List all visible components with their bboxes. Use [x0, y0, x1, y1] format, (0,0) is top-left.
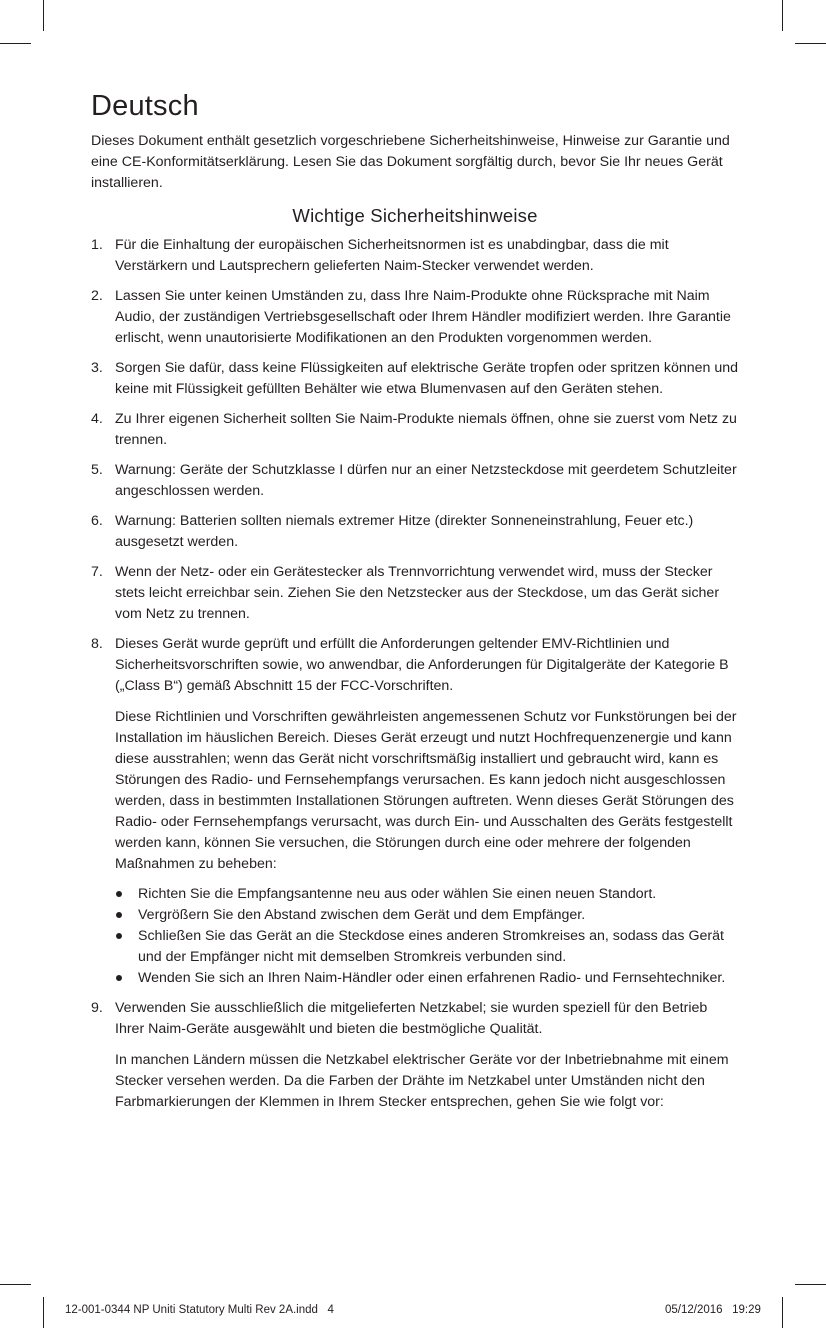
- document-body: [91, 84, 739, 1122]
- section-title: Wichtige Sicherheitshinweise: [292, 205, 538, 226]
- list-item: [91, 511, 739, 553]
- list-item: [91, 562, 739, 625]
- item-text: Warnung: Geräte der Schutzklasse I dürfen nur an einer Netzsteckdose mit geerdetem Schutzleiter angeschlossen werden.: [115, 462, 737, 499]
- list-item: [91, 998, 739, 1113]
- item-text: Für die Einhaltung der europäischen Sicherheitsnormen ist es unabdingbar, dass die mit Verstärkern und Lautsprechern gelieferten Naim-Stecker verwendet werden.: [115, 237, 669, 274]
- slug-date-time: 05/12/2016 19:29: [665, 1304, 761, 1316]
- bullet-icon: [116, 975, 122, 981]
- crop-mark: [795, 1284, 826, 1285]
- crop-mark: [0, 43, 31, 44]
- item-number: 6.: [91, 513, 103, 529]
- bullet-text: Schließen Sie das Gerät an die Steckdose eines anderen Stromkreises an, sodass das Gerät und der Empfänger nicht mit demselben Stromkreis verbunden sind.: [138, 928, 724, 965]
- bullet-icon: [116, 933, 122, 939]
- bullet-item: [115, 968, 739, 989]
- item-number: 4.: [91, 411, 103, 427]
- item-text: Warnung: Batterien sollten niemals extremer Hitze (direkter Sonneneinstrahlung, Feuer etc.) ausgesetzt werden.: [115, 513, 694, 550]
- item-paragraph: Diese Richtlinien und Vorschriften gewährleisten angemessenen Schutz vor Funkstörungen bei der Installation im häuslichen Bereich. Dieses Gerät erzeugt und nutzt Hochfrequenzenergie und kann diese ausstrahlen; wenn das Gerät nicht vorschriftsmäßig installiert und gebraucht wird, kann es Störungen des Radio- und Fernsehempfangs verursachen. Es kann jedoch nicht ausgeschlossen werden, dass in bestimmten Installationen Störungen auftreten. Wenn dieses Gerät Störungen des Radio- oder Fernsehempfangs verursacht, was durch Ein- und Ausschalten des Geräts festgestellt werden kann, können Sie versuchen, die Störungen durch eine oder mehrere der folgenden Maßnahmen zu beheben:: [115, 709, 737, 872]
- bullet-icon: [116, 891, 122, 897]
- item-number: 5.: [91, 462, 103, 478]
- item-number: 8.: [91, 636, 103, 652]
- crop-mark: [43, 1297, 44, 1328]
- item-text: Zu Ihrer eigenen Sicherheit sollten Sie Naim-Produkte niemals öffnen, ohne sie zuerst vom Netz zu trennen.: [115, 411, 737, 448]
- item-number: 7.: [91, 564, 103, 580]
- item-number: 2.: [91, 288, 103, 304]
- item-number: 1.: [91, 237, 103, 253]
- item-text: Sorgen Sie dafür, dass keine Flüssigkeiten auf elektrische Geräte tropfen oder spritzen können und keine mit Flüssigkeit gefüllten Behälter wie etwa Blumenvasen auf den Geräten stehen.: [115, 360, 739, 397]
- bullet-item: [115, 884, 739, 905]
- bullet-text: Wenden Sie sich an Ihren Naim-Händler oder einen erfahrenen Radio- und Fernsehtechniker.: [138, 970, 726, 986]
- bullet-item: [115, 926, 739, 968]
- item-paragraph: In manchen Ländern müssen die Netzkabel elektrischer Geräte vor der Inbetriebnahme mit einem Stecker versehen werden. Da die Farben der Drähte im Netzkabel unter Umständen nicht den Farbmarkierungen der Klemmen in Ihrem Stecker entsprechen, gehen Sie wie folgt vor:: [115, 1052, 729, 1110]
- item-text: Verwenden Sie ausschließlich die mitgelieferten Netzkabel; sie wurden speziell für den Betrieb Ihrer Naim-Geräte ausgewählt und bieten die bestmögliche Qualität.: [115, 1000, 708, 1037]
- crop-mark: [43, 0, 44, 31]
- bullet-list: [115, 884, 739, 989]
- bullet-text: Vergrößern Sie den Abstand zwischen dem Gerät und dem Empfänger.: [138, 907, 586, 923]
- list-item: [91, 634, 739, 989]
- item-text: Wenn der Netz- oder ein Gerätestecker als Trennvorrichtung verwendet wird, muss der Stecker stets leicht erreichbar sein. Ziehen Sie den Netzstecker aus der Steckdose, um das Gerät sicher vom Netz zu trennen.: [115, 564, 720, 622]
- slug-file-name: 12-001-0344 NP Uniti Statutory Multi Rev 2A.indd 4: [65, 1304, 334, 1316]
- bullet-item: [115, 905, 739, 926]
- list-item: [91, 235, 739, 277]
- list-item: [91, 358, 739, 400]
- item-number: 3.: [91, 360, 103, 376]
- list-item: [91, 286, 739, 349]
- bullet-text: Richten Sie die Empfangsantenne neu aus oder wählen Sie einen neuen Standort.: [138, 886, 657, 902]
- intro-paragraph: Dieses Dokument enthält gesetzlich vorgeschriebene Sicherheitshinweise, Hinweise zur Garantie und eine CE-Konformitätserklärung. Lesen Sie das Dokument sorgfältig durch, bevor Sie Ihr neues Gerät installieren.: [91, 133, 730, 191]
- item-text: Lassen Sie unter keinen Umständen zu, dass Ihre Naim-Produkte ohne Rücksprache mit Naim Audio, der zuständigen Vertriebsgesellschaft oder Ihrem Händler modifiziert werden. Ihre Garantie erlischt, wenn unautorisierte Modifikationen an den Produkten vorgenommen werden.: [115, 288, 731, 346]
- crop-mark: [782, 0, 783, 31]
- list-item: [91, 460, 739, 502]
- page-title: Deutsch: [91, 90, 199, 122]
- crop-mark: [0, 1284, 31, 1285]
- bullet-icon: [116, 912, 122, 918]
- list-item: [91, 409, 739, 451]
- crop-mark: [795, 43, 826, 44]
- safety-list: [91, 235, 739, 1113]
- item-number: 9.: [91, 1000, 103, 1016]
- item-text: Dieses Gerät wurde geprüft und erfüllt die Anforderungen geltender EMV-Richtlinien und Sicherheitsvorschriften sowie, wo anwendbar, die Anforderungen für Digitalgeräte der Kategorie B („Class B“) gemäß Abschnitt 15 der FCC-Vorschriften.: [115, 636, 729, 694]
- crop-mark: [782, 1297, 783, 1328]
